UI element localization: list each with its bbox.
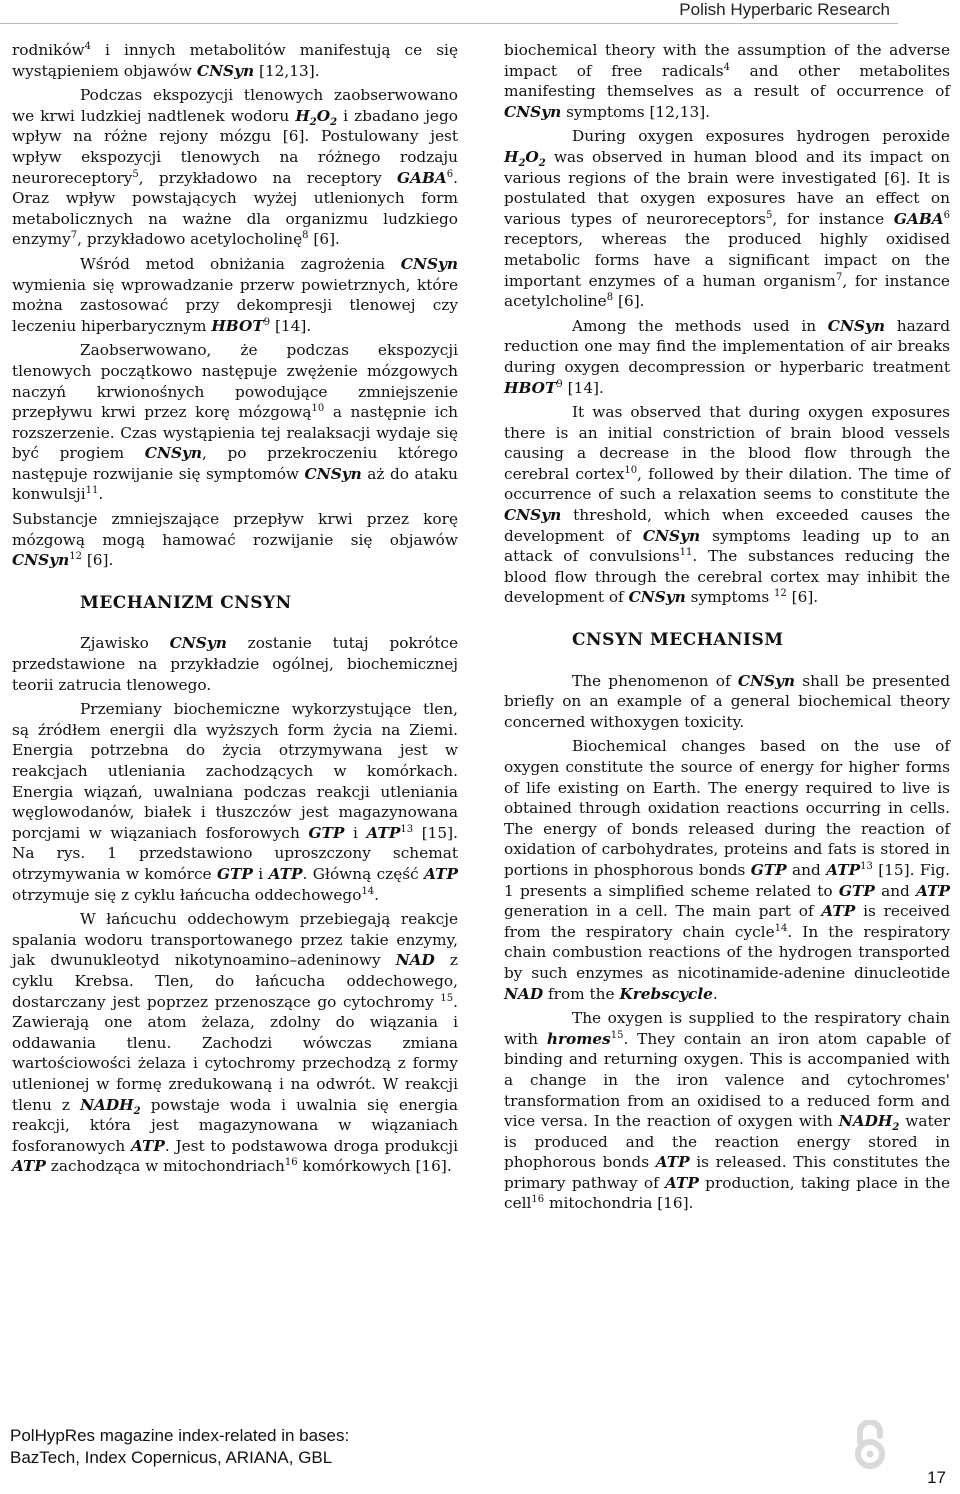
- math-atp: ATP: [268, 864, 303, 883]
- math-gtp: GTP: [308, 823, 345, 842]
- math-gtp: GTP: [216, 864, 253, 883]
- right-paragraph-6: Biochemical changes based on the use of oxygen constitute the source of energy for higher forms of life existing on Earth. The energy required to live is obtained through oxidation reactions occurring in cells. The energy of bonds released during the reaction of oxidation of carbohydrates, proteins and fats is stored in portions in phosphorous bonds GTP and ATP$^{13}$ [15]. Fig. 1 presents a simplified scheme related to GTP and ATP generation in a cell. The main part of ATP is received from the respiratory chain cycle$^{14}$. In the respiratory chain combustion reactions of the hydrogen transported by such enzymes as nicotinamide-adenine dinucleotide NAD from the Krebscycle.: [504, 737, 950, 1003]
- bold-atp: ATP: [916, 881, 950, 900]
- math-h2o2: $H_2O_2$: [504, 147, 546, 170]
- math-cnsyn: CNSyn: [827, 316, 886, 335]
- left-paragraph-6: Zjawisko CNSyn zostanie tutaj pokrótce przedstawione na przykładzie ogólnej, biochemicznej teorii zatrucia tlenowego.: [12, 634, 459, 694]
- math-cnsyn: CNSyn: [12, 551, 70, 570]
- math-atp: ATP: [12, 1157, 46, 1176]
- section-heading-en: CNSYN MECHANISM: [572, 630, 784, 651]
- math-cnsyn: CNSyn: [642, 526, 701, 545]
- math-hromes: hromes: [546, 1029, 611, 1048]
- math-krebscycle: Krebscycle: [619, 984, 713, 1003]
- math-cnsyn: CNSyn: [304, 464, 362, 483]
- math-atp: ATP: [366, 823, 401, 842]
- bold-atp: ATP: [826, 860, 861, 879]
- math-atp: ATP: [130, 1136, 165, 1155]
- math-atp: ATP: [424, 864, 459, 883]
- math-cnsyn: CNSyn: [169, 634, 227, 653]
- math-atp: ATP: [821, 902, 856, 921]
- math-nad: NAD: [504, 984, 544, 1003]
- footer-bases-line: BazTech, Index Copernicus, ARIANA, GBL: [10, 1448, 333, 1467]
- math-atp: ATP: [665, 1173, 699, 1192]
- right-paragraph-2: During oxygen exposures hydrogen peroxide $H_2O_2$ was observed in human blood and its impact on various regions of the brain were investigated [6]. It is postulated that oxygen exposures have an effect on various types of neuroreceptors$^5$, for instance GABA$^6$ receptors, whereas the produced highly oxidised metabolic forms have a significant impact on the important enzymes of a human organism$^7$, for instance acetylcholine$^8$ [6].: [504, 127, 950, 311]
- math-cnsyn: CNSyn: [737, 671, 796, 690]
- math-cnsyn: CNSyn: [196, 61, 255, 80]
- math-nad: NAD: [395, 951, 435, 970]
- right-paragraph-3: Among the methods used in CNSyn hazard reduction one may find the implementation of air breaks during oxygen decompression or hyperbaric treatment HBOT$^9$ [14].: [504, 316, 950, 397]
- math-nadh2: $NADH_2$: [80, 1095, 141, 1117]
- left-paragraph-7: Przemiany biochemiczne wykorzystujące tlen, są źródłem energii dla wyższych form życia na Ziemi. Energia potrzebna do życia otrzymywana jest w reakcjach utleniania zachodzących w komórkach. Energia wiązań, uwalniana podczas reakcji utleniania węglowodanów, białek i tłuszczów jest magazynowana porcjami w wiązaniach fosforowych GTP i ATP$^{13}$ [15]. Na rys. 1 przedstawiono uproszczony schemat otrzymywania w komórce GTP i ATP. Główną część ATP otrzymuje się z cyklu łańcucha oddechowego$^{14}$.: [12, 700, 459, 904]
- math-gaba: GABA: [397, 168, 447, 187]
- open-access-icon: [850, 1420, 890, 1474]
- right-paragraph-7: The oxygen is supplied to the respiratory chain with hromes$^{15}$. They contain an iron atom capable of binding and returning oxygen. This is accompanied with a change in the iron valence and cytochromes' transformation from an oxidised to a reduced form and vice versa. In the reaction of oxygen with $NADH_2$ water is produced and the reaction energy stored in phophorous bonds ATP is released. This constitutes the primary pathway of ATP production, taking place in the cell$^{16}$ mitochondria [16].: [504, 1009, 950, 1213]
- left-paragraph-5: Substancje zmniejszające przepływ krwi przez korę mózgową mogą hamować rozwijanie się objawów CNSyn$^{12}$ [6].: [12, 510, 458, 570]
- math-atp: ATP: [655, 1153, 690, 1172]
- math-cnsyn: CNSyn: [504, 506, 562, 525]
- math-hbot: HBOT: [211, 316, 264, 335]
- math-gaba: GABA: [893, 209, 944, 228]
- header-rule: [0, 23, 898, 24]
- math-cnsyn: CNSyn: [504, 102, 562, 121]
- section-heading-pl: MECHANIZM CNSYN: [80, 592, 292, 613]
- right-paragraph-5: The phenomenon of CNSyn shall be presented briefly on an example of a general biochemical theory concerned withoxygen toxicity.: [504, 671, 950, 731]
- math-h2o2: $H_2O_2$: [295, 106, 338, 128]
- right-paragraph-4: It was observed that during oxygen exposures there is an initial constriction of brain blood vessels causing a decrease in the blood flow through the cerebral cortex$^{10}$, followed by their dilation. The time of occurrence of such a relaxation seems to constitute the CNSyn threshold, which when exceeded causes the development of CNSyn symptoms leading up to an attack of convulsions$^{11}$. The substances reducing the blood flow through the cerebral cortex may inhibit the development of CNSyn symptoms $^{12}$ [6].: [504, 403, 950, 607]
- math-nadh2: $NADH_2$: [838, 1112, 900, 1134]
- right-paragraph-1: biochemical theory with the assumption of the adverse impact of free radicals$^4$ and other metabolites manifesting themselves as a result of occurrence of CNSyn symptoms [12,13].: [504, 41, 950, 121]
- footer: [10, 1425, 349, 1469]
- math-cnsyn: CNSyn: [400, 254, 458, 273]
- left-paragraph-4: Zaobserwowano, że podczas ekspozycji tlenowych początkowo następuje zwężenie mózgowych naczyń krwionośnych powodujące zmniejszenie przepływu krwi przez korę mózgową$^{10}$ a następnie ich rozszerzenie. Czas wystąpienia tej realaksacji wydaje się być progiem CNSyn, po przekroczeniu którego następuje rozwijanie się symptomów CNSyn aż do ataku konwulsji$^{11}$.: [12, 341, 459, 504]
- page-number: 17: [927, 1468, 946, 1487]
- math-hbot: HBOT: [504, 378, 557, 397]
- right-column: [504, 40, 950, 1218]
- left-paragraph-1: rodników$^4$ i innych metabolitów manifestują ce się wystąpieniem objawów CNSyn [12,13].: [12, 40, 458, 80]
- left-paragraph-3: Wśród metod obniżania zagrożenia CNSyn wymienia się wprowadzanie przerw powietrznych, które można zastosować przy dekompresji tlenowej czy leczeniu hiperbarycznym HBOT$^9$ [14].: [12, 254, 458, 335]
- footer-index-line: PolHypRes magazine index-related in bases:: [10, 1426, 350, 1445]
- left-column: [12, 40, 458, 1181]
- running-head: Polish Hyperbaric Research: [679, 0, 890, 19]
- bold-gtp: GTP: [750, 860, 787, 879]
- left-paragraph-8: W łańcuchu oddechowym przebiegają reakcje spalania wodoru transportowanego przez takie enzymy, jak dwunukleotyd nikotynoamino–adeninowy NAD z cyklu Krebsa. Tlen, do łańcucha oddechowego, dostarczany jest poprzez przenoszące go cytochromy $^{15}$. Zawierają one atom żelaza, zdolny do wiązania i oddawania tlenu. Zachodzi wówczas zmiana wartościowości żelaza i cytochromy przechodzą z formy utlenionej w formę zredukowaną i na odwrót. W reakcji tlenu z $NADH_2$ powstaje woda i uwalnia się energia reakcji, która jest magazynowana w wiązaniach fosforanowych ATP. Jest to podstawowa droga produkcji ATP zachodząca w mitochondriach$^{16}$ komórkowych [16].: [12, 910, 458, 1176]
- math-cnsyn: CNSyn: [144, 444, 203, 463]
- math-cnsyn: CNSyn: [628, 588, 686, 607]
- left-paragraph-2: Podczas ekspozycji tlenowych zaobserwowano we krwi ludzkiej nadtlenek wodoru $H_2O_2$ i zbadano jego wpływ na różne rejony mózgu [6]. Postulowany jest wpływ ekspozycji tlenowych na różnego rodzaju neuroreceptory$^5$, przykładowo na receptory GABA$^6$. Oraz wpływ powstających wyżej utlenionych form metabolicznych na ważne dla organizmu ludzkiego enzymy$^7$, przykładowo acetylocholinę$^8$ [6].: [12, 86, 458, 249]
- bold-gtp: GTP: [838, 881, 875, 900]
